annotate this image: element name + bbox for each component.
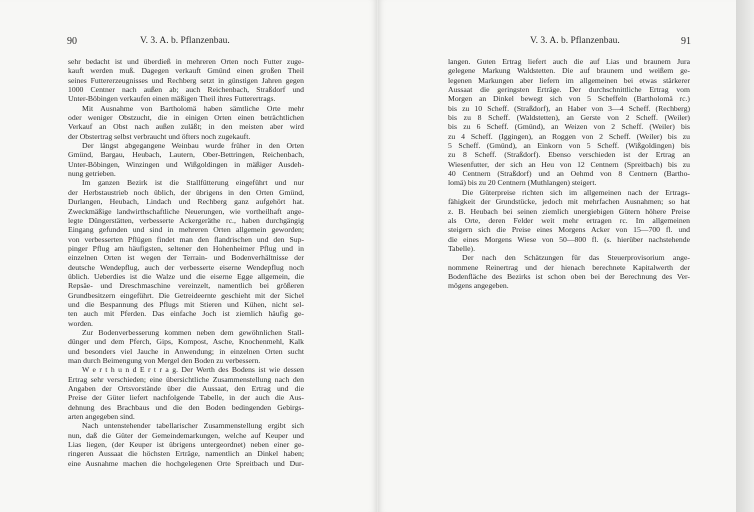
body-text [448, 57, 690, 291]
text-line: seines Futtererzeugnisses und Rechberg setzt in günstigen Jahren gegen [68, 75, 304, 85]
text-line: nung getrieben. [68, 169, 116, 179]
text-line: dehnung des Brachbaus und die den Boden bedingenden Gebirgs- [68, 402, 304, 412]
page-number: 91 [681, 36, 691, 47]
text-line: Mit Ausnahme von Bartholomä haben sämtliche Orte mehr [82, 103, 304, 113]
text-line: Zur Bodenverbesserung kommen neben dem gewöhnlichen Stall- [82, 327, 304, 337]
text-line: deutsche Wendepflug, auch der verbesserte eiserne Wendepflug noch [68, 262, 304, 272]
text-line: z. B. Heubach bei seinen ziemlich unergiebigen Gütern höhere Preise [448, 206, 690, 216]
text-line: 40 Centnern (Straßdorf) und an Oehmd von 8 Centnern (Bartho- [448, 169, 690, 179]
text-line: zu 4 Scheff. (Iggingen), an Roggen von 2 Scheff. (Weiler) bis zu [448, 131, 690, 141]
text-line: Aussaat die geringsten Erträge. Der durchschnittliche Ertrag vom [448, 85, 690, 95]
text-line: langen. Guten Ertrag liefert auch die auf Lias und braunem Jura [448, 57, 690, 66]
text-line: fähigkeit der Grundstücke, jedoch mit mehrfachen Ausnahmen; so hat [448, 197, 690, 207]
text-line: Repsäe- und Dreschmaschine vereinzelt, namentlich bei größeren [68, 281, 304, 291]
text-line: legte Düngerstätten, verbesserte Ackergeräthe rc., haben durchgängig [68, 215, 304, 225]
text-line: üblich. Ueberdies ist die Walze und die eiserne Egge allgemein, die [68, 271, 304, 281]
text-line: mögens angegeben. [448, 281, 509, 291]
text-line: und die Bespannung des Pflugs mit Stieren und Kühen, nicht sel- [68, 299, 304, 309]
text-line: Lias liegen, (der Keuper ist übrigens untergeordnet) neben einer ge- [68, 440, 304, 450]
text-line: gelegene Markung Waldstetten. Die auf braunem und weißem ge- [448, 66, 690, 76]
running-title: V. 3. A. b. Pflanzenbau. [530, 36, 620, 46]
text-line: bis zu 10 Scheff. (Straßdorf), an Haber von 3—4 Scheff. (Rechberg) [448, 103, 690, 113]
text-line: Gmünd, Bargau, Heubach, Lautern, Ober-Bettringen, Reichenbach, [68, 150, 304, 160]
text-line: dünger und dem Pferch, Gips, Kompost, Asche, Knochenmehl, Kalk [68, 337, 304, 347]
text-line: Nach untenstehender tabellarischer Zusammenstellung ergibt sich [82, 421, 304, 431]
text-line: nun, daß die Güter der Gemeindemarkungen, welche auf Keuper und [68, 430, 304, 440]
text-line: Morgen an Dinkel bewegt sich von 5 Scheffeln (Bartholomä rc.) [448, 94, 690, 104]
text-line: legenen Markungen aber liefern im allgemeinen bei etwas stärkerer [448, 75, 690, 85]
text-line: Die Güterpreise richten sich im allgemeinen nach der Ertrags- [462, 187, 690, 197]
text-line: Eingang gefunden und sind in mehreren Orten allgemein geworden; [68, 225, 304, 235]
text-line: nommene Reinertrag und der hienach berechnete Kapitalwerth der [448, 262, 690, 272]
text-line: Der nach den Schätzungen für das Steuerprovisorium ange- [462, 253, 690, 263]
text-line: kauft werden muß. Dagegen verkauft Gmünd einen großen Theil [68, 66, 304, 76]
text-line: pinger Pflug am häufigsten, seltener den Hohenheimer Pflug und in [68, 243, 304, 253]
text-line: die eines Morgens Wiese von 50—800 fl. (s. hierüber nachstehende [448, 234, 690, 244]
text-line: 5 Scheff. (Gmünd), an Einkorn von 5 Scheff. (Wißgoldingen) bis [448, 141, 690, 151]
right-page [378, 0, 736, 512]
text-line: Unter-Böbingen verkaufen einen mäßigen Theil ihres Futterertrags. [68, 94, 276, 104]
running-title: V. 3. A. b. Pflanzenbau. [140, 36, 230, 46]
text-line: man durch Beimengung von Mergel den Boden zu verbessern. [68, 356, 261, 365]
text-line: Bodenfläche des Bezirks ist schon oben bei der Berechnung des Ver- [448, 271, 690, 281]
text-line: oder weniger Obstzucht, die in einigen Orten einen beträchtlichen [68, 113, 304, 123]
text-line: Angaben der Ortsvorstände über die Aussaat, den Ertrag und die [68, 384, 304, 394]
text-line: Preise der Güter liefert nachfolgende Tabelle, in der auch die Aus- [68, 393, 304, 403]
text-line: von verbesserten Pflügen findet man den flandrischen und den Sup- [68, 234, 304, 244]
text-line: bis zu 8 Scheff. (Waldstetten), an Gerste von 2 Scheff. (Weiler) [448, 113, 690, 123]
text-line: Ertrag sehr verschieden; eine übersichtliche Zusammenstellung nach den [68, 374, 304, 384]
text-line: worden. [68, 318, 93, 328]
text-line: Grundbesitzern eingeführt. Die Getreideernte geschieht mit der Sichel [68, 290, 304, 300]
text-line: zu 8 Scheff. (Straßdorf). Ebenso verschieden ist der Ertrag an [448, 150, 690, 160]
text-line: W e r t h u n d E r t r a g. Der Werth des Bodens ist wie dessen [82, 365, 304, 375]
text-line: sehr bedacht ist und überdieß in mehreren Orten noch Futter zuge- [68, 57, 304, 66]
text-line: Im ganzen Bezirk ist die Stallfütterung eingeführt und nur [82, 178, 304, 188]
text-line: 1000 Centner nach außen ab; auch Reichenbach, Straßdorf und [68, 85, 304, 95]
page-number: 90 [67, 36, 77, 47]
text-line: Tabelle). [448, 243, 475, 253]
text-line: einzelnen Orten ist wegen der Terrain- und Bodenverhältnisse der [68, 253, 304, 263]
text-line: ten auch mit Pferden. Das einfache Joch ist ziemlich häufig ge- [68, 309, 304, 319]
text-line: Verkauf an Obst nach außen zuläßt; in den meisten aber wird [68, 122, 304, 132]
text-line: und besonders viel Jauche in Anwendung; in einzelnen Orten sucht [68, 346, 304, 356]
text-line: eine Ausnahme machen die hochgelegenen Orte Spreitbach und Dur- [68, 458, 304, 468]
text-line: bis zu 6 Scheff. (Gmünd), an Weizen von 2 Scheff. (Weiler) bis [448, 122, 690, 132]
text-line: Zweckmäßige landwirthschaftliche Neuerungen, wie vortheilhaft ange- [68, 206, 304, 216]
text-line: der Obstertrag selbst verbraucht und öfters noch zugekauft. [68, 131, 251, 141]
book-edge [736, 0, 754, 512]
text-line: Unter-Böbingen, Winzingen und Wißgoldingen in mäßiger Ausdeh- [68, 159, 304, 169]
text-line: arten angegeben sind. [68, 412, 135, 422]
text-line: ringeren Aussaat die höchsten Erträge, namentlich an Dinkel haben; [68, 449, 304, 459]
body-text [68, 57, 304, 468]
text-line: lomä) bis zu 20 Centnern (Muthlangen) steigert. [448, 178, 597, 188]
text-line: als Orte, deren Felder weit mehr ertragen rc. Im allgemeinen [448, 215, 690, 225]
text-line: Wiesenfutter, der sich an Heu von 12 Centnern (Spreitbach) bis zu [448, 159, 690, 169]
text-line: Durlangen, Heubach, Lindach und Rechberg ganz aufgehört hat. [68, 197, 304, 207]
text-line: der Herbstaustrieb noch üblich, der übrigens in den Orten Gmünd, [68, 187, 304, 197]
text-line: Der längst abgegangene Weinbau wurde früher in den Orten [82, 141, 304, 151]
text-line: steigern sich die Preise eines Morgens Acker von 15—700 fl. und [448, 225, 690, 235]
